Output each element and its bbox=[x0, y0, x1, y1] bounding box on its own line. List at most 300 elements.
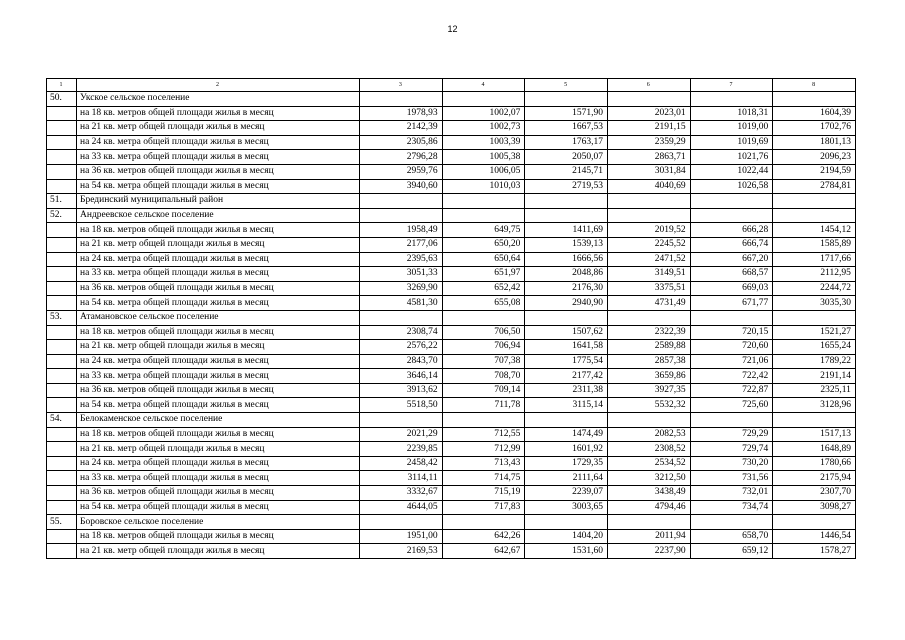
value-cell: 725,60 bbox=[690, 398, 773, 413]
value-cell: 1655,24 bbox=[773, 340, 856, 355]
row-label-cell: на 54 кв. метра общей площади жилья в месяц bbox=[77, 500, 360, 515]
value-cell: 2191,15 bbox=[607, 121, 690, 136]
row-number-cell: 54. bbox=[47, 413, 77, 428]
value-cell: 666,28 bbox=[690, 223, 773, 238]
value-cell: 1763,17 bbox=[525, 135, 608, 150]
table-row bbox=[47, 135, 856, 150]
value-cell bbox=[442, 92, 525, 107]
table-row-section bbox=[47, 310, 856, 325]
value-cell: 1951,00 bbox=[360, 529, 443, 544]
value-cell: 1978,93 bbox=[360, 106, 443, 121]
row-label-cell: Укское сельское поселение bbox=[77, 92, 360, 107]
column-number: 4 bbox=[442, 79, 525, 92]
value-cell: 2194,59 bbox=[773, 164, 856, 179]
row-number-cell bbox=[47, 121, 77, 136]
row-label-cell: на 33 кв. метра общей площади жилья в месяц bbox=[77, 471, 360, 486]
row-number-cell bbox=[47, 427, 77, 442]
value-cell: 2112,95 bbox=[773, 267, 856, 282]
value-cell: 642,67 bbox=[442, 544, 525, 559]
row-label-cell: Андреевское сельское поселение bbox=[77, 208, 360, 223]
value-cell: 2311,38 bbox=[525, 383, 608, 398]
row-label-cell: на 24 кв. метра общей площади жилья в месяц bbox=[77, 354, 360, 369]
value-cell: 1018,31 bbox=[690, 106, 773, 121]
value-cell: 720,60 bbox=[690, 340, 773, 355]
value-cell: 1539,13 bbox=[525, 237, 608, 252]
table-row bbox=[47, 427, 856, 442]
column-number: 6 bbox=[607, 79, 690, 92]
row-label-cell: на 36 кв. метров общей площади жилья в месяц bbox=[77, 486, 360, 501]
table-row bbox=[47, 325, 856, 340]
value-cell bbox=[690, 515, 773, 530]
table-row bbox=[47, 179, 856, 194]
value-cell: 1446,54 bbox=[773, 529, 856, 544]
value-cell: 1958,49 bbox=[360, 223, 443, 238]
table-row bbox=[47, 164, 856, 179]
value-cell: 722,42 bbox=[690, 369, 773, 384]
value-cell bbox=[773, 413, 856, 428]
value-cell: 715,19 bbox=[442, 486, 525, 501]
page-number: 12 bbox=[447, 24, 458, 34]
value-cell: 652,42 bbox=[442, 281, 525, 296]
row-number-cell bbox=[47, 150, 77, 165]
row-label-cell: на 36 кв. метров общей площади жилья в месяц bbox=[77, 383, 360, 398]
value-cell: 2307,70 bbox=[773, 486, 856, 501]
row-label-cell: на 54 кв. метра общей площади жилья в месяц bbox=[77, 179, 360, 194]
value-cell: 4644,05 bbox=[360, 500, 443, 515]
value-cell: 2863,71 bbox=[607, 150, 690, 165]
row-label-cell: на 21 кв. метр общей площади жилья в месяц bbox=[77, 442, 360, 457]
value-cell: 729,74 bbox=[690, 442, 773, 457]
value-cell: 1780,66 bbox=[773, 456, 856, 471]
row-label-cell: на 54 кв. метра общей площади жилья в месяц bbox=[77, 398, 360, 413]
value-cell: 2244,72 bbox=[773, 281, 856, 296]
row-label-cell: на 21 кв. метр общей площади жилья в месяц bbox=[77, 121, 360, 136]
value-cell: 1521,27 bbox=[773, 325, 856, 340]
row-number-cell bbox=[47, 442, 77, 457]
table-row bbox=[47, 442, 856, 457]
value-cell bbox=[607, 310, 690, 325]
row-number-cell bbox=[47, 325, 77, 340]
row-number-cell bbox=[47, 296, 77, 311]
table-row bbox=[47, 296, 856, 311]
value-cell: 3913,62 bbox=[360, 383, 443, 398]
value-cell: 4794,46 bbox=[607, 500, 690, 515]
row-number-cell bbox=[47, 223, 77, 238]
value-cell: 2021,29 bbox=[360, 427, 443, 442]
row-label-cell: на 18 кв. метров общей площади жилья в месяц bbox=[77, 325, 360, 340]
value-cell: 1601,92 bbox=[525, 442, 608, 457]
table-row bbox=[47, 500, 856, 515]
value-cell: 730,20 bbox=[690, 456, 773, 471]
value-cell bbox=[442, 413, 525, 428]
value-cell: 1474,49 bbox=[525, 427, 608, 442]
value-cell: 731,56 bbox=[690, 471, 773, 486]
value-cell bbox=[607, 92, 690, 107]
value-cell: 1507,62 bbox=[525, 325, 608, 340]
value-cell: 650,20 bbox=[442, 237, 525, 252]
value-cell: 655,08 bbox=[442, 296, 525, 311]
row-label-cell: Белокаменское сельское поселение bbox=[77, 413, 360, 428]
value-cell bbox=[525, 194, 608, 209]
value-cell: 651,97 bbox=[442, 267, 525, 282]
row-label-cell: на 36 кв. метров общей площади жилья в месяц bbox=[77, 281, 360, 296]
value-cell: 1454,12 bbox=[773, 223, 856, 238]
row-number-cell: 50. bbox=[47, 92, 77, 107]
value-cell: 3128,96 bbox=[773, 398, 856, 413]
value-cell bbox=[442, 208, 525, 223]
value-cell bbox=[607, 413, 690, 428]
value-cell: 2843,70 bbox=[360, 354, 443, 369]
value-cell: 1002,07 bbox=[442, 106, 525, 121]
row-label-cell: Боровское сельское поселение bbox=[77, 515, 360, 530]
value-cell: 1005,38 bbox=[442, 150, 525, 165]
row-label-cell: на 21 кв. метр общей площади жилья в месяц bbox=[77, 340, 360, 355]
table-row-section bbox=[47, 92, 856, 107]
value-cell: 1411,69 bbox=[525, 223, 608, 238]
value-cell bbox=[773, 208, 856, 223]
value-cell: 1789,22 bbox=[773, 354, 856, 369]
value-cell: 2239,85 bbox=[360, 442, 443, 457]
table-row bbox=[47, 486, 856, 501]
table-body bbox=[47, 79, 856, 559]
value-cell: 2175,94 bbox=[773, 471, 856, 486]
table-row-section bbox=[47, 413, 856, 428]
row-number-cell bbox=[47, 471, 77, 486]
value-cell: 1717,66 bbox=[773, 252, 856, 267]
row-label-cell: на 18 кв. метров общей площади жилья в месяц bbox=[77, 427, 360, 442]
table-row bbox=[47, 544, 856, 559]
column-number: 5 bbox=[525, 79, 608, 92]
value-cell: 2322,39 bbox=[607, 325, 690, 340]
row-number-cell bbox=[47, 237, 77, 252]
value-cell: 2096,23 bbox=[773, 150, 856, 165]
value-cell: 1019,69 bbox=[690, 135, 773, 150]
row-number-cell: 55. bbox=[47, 515, 77, 530]
value-cell: 2111,64 bbox=[525, 471, 608, 486]
value-cell: 3003,65 bbox=[525, 500, 608, 515]
value-cell: 712,55 bbox=[442, 427, 525, 442]
value-cell: 3659,86 bbox=[607, 369, 690, 384]
column-number: 2 bbox=[77, 79, 360, 92]
value-cell: 1702,76 bbox=[773, 121, 856, 136]
value-cell: 1002,73 bbox=[442, 121, 525, 136]
row-number-cell bbox=[47, 164, 77, 179]
table-row bbox=[47, 252, 856, 267]
value-cell: 649,75 bbox=[442, 223, 525, 238]
row-number-cell bbox=[47, 383, 77, 398]
value-cell: 714,75 bbox=[442, 471, 525, 486]
value-cell: 3115,14 bbox=[525, 398, 608, 413]
value-cell bbox=[525, 208, 608, 223]
row-label-cell: на 24 кв. метра общей площади жилья в месяц bbox=[77, 135, 360, 150]
value-cell: 1641,58 bbox=[525, 340, 608, 355]
value-cell: 1517,13 bbox=[773, 427, 856, 442]
value-cell bbox=[442, 310, 525, 325]
value-cell: 721,06 bbox=[690, 354, 773, 369]
value-cell: 2534,52 bbox=[607, 456, 690, 471]
value-cell: 2589,88 bbox=[607, 340, 690, 355]
value-cell: 2011,94 bbox=[607, 529, 690, 544]
value-cell bbox=[773, 194, 856, 209]
row-label-cell: на 21 кв. метр общей площади жилья в месяц bbox=[77, 544, 360, 559]
row-number-cell bbox=[47, 369, 77, 384]
table-row bbox=[47, 223, 856, 238]
table-row-section bbox=[47, 194, 856, 209]
row-number-cell bbox=[47, 486, 77, 501]
value-cell: 2458,42 bbox=[360, 456, 443, 471]
row-label-cell: на 18 кв. метров общей площади жилья в месяц bbox=[77, 106, 360, 121]
value-cell: 5532,32 bbox=[607, 398, 690, 413]
value-cell: 3940,60 bbox=[360, 179, 443, 194]
value-cell: 1022,44 bbox=[690, 164, 773, 179]
value-cell: 2239,07 bbox=[525, 486, 608, 501]
table-row bbox=[47, 106, 856, 121]
table-row bbox=[47, 150, 856, 165]
value-cell: 1571,90 bbox=[525, 106, 608, 121]
value-cell: 708,70 bbox=[442, 369, 525, 384]
value-cell: 3031,84 bbox=[607, 164, 690, 179]
value-cell: 720,15 bbox=[690, 325, 773, 340]
value-cell bbox=[360, 310, 443, 325]
row-label-cell: на 33 кв. метра общей площади жилья в месяц bbox=[77, 267, 360, 282]
value-cell bbox=[690, 92, 773, 107]
value-cell: 2359,29 bbox=[607, 135, 690, 150]
value-cell bbox=[525, 515, 608, 530]
row-number-cell bbox=[47, 135, 77, 150]
value-cell: 706,94 bbox=[442, 340, 525, 355]
value-cell bbox=[525, 310, 608, 325]
value-cell bbox=[607, 208, 690, 223]
row-label-cell: на 33 кв. метра общей площади жилья в месяц bbox=[77, 150, 360, 165]
value-cell bbox=[360, 515, 443, 530]
row-label-cell: на 33 кв. метра общей площади жилья в месяц bbox=[77, 369, 360, 384]
value-cell bbox=[360, 413, 443, 428]
value-cell: 2191,14 bbox=[773, 369, 856, 384]
value-cell: 713,43 bbox=[442, 456, 525, 471]
value-cell: 1010,03 bbox=[442, 179, 525, 194]
column-number: 8 bbox=[773, 79, 856, 92]
table-row bbox=[47, 456, 856, 471]
row-number-cell bbox=[47, 106, 77, 121]
value-cell: 1578,27 bbox=[773, 544, 856, 559]
value-cell bbox=[525, 413, 608, 428]
value-cell: 650,64 bbox=[442, 252, 525, 267]
value-cell: 2305,86 bbox=[360, 135, 443, 150]
value-cell: 1531,60 bbox=[525, 544, 608, 559]
value-cell: 3375,51 bbox=[607, 281, 690, 296]
value-cell: 2082,53 bbox=[607, 427, 690, 442]
table-row bbox=[47, 237, 856, 252]
column-number: 1 bbox=[47, 79, 77, 92]
value-cell: 1729,35 bbox=[525, 456, 608, 471]
value-cell: 642,26 bbox=[442, 529, 525, 544]
value-cell: 2237,90 bbox=[607, 544, 690, 559]
row-label-cell: Брединский муниципальный район bbox=[77, 194, 360, 209]
value-cell: 671,77 bbox=[690, 296, 773, 311]
value-cell: 2308,52 bbox=[607, 442, 690, 457]
table-row bbox=[47, 529, 856, 544]
tariff-table bbox=[46, 78, 856, 559]
value-cell: 3035,30 bbox=[773, 296, 856, 311]
value-cell: 2050,07 bbox=[525, 150, 608, 165]
row-number-cell bbox=[47, 281, 77, 296]
row-label-cell: на 36 кв. метров общей площади жилья в месяц bbox=[77, 164, 360, 179]
value-cell: 1801,13 bbox=[773, 135, 856, 150]
column-number: 3 bbox=[360, 79, 443, 92]
value-cell: 2176,30 bbox=[525, 281, 608, 296]
table-row bbox=[47, 354, 856, 369]
value-cell: 2177,42 bbox=[525, 369, 608, 384]
value-cell: 1021,76 bbox=[690, 150, 773, 165]
value-cell: 2940,90 bbox=[525, 296, 608, 311]
value-cell bbox=[773, 92, 856, 107]
value-cell: 1006,05 bbox=[442, 164, 525, 179]
table-row bbox=[47, 383, 856, 398]
value-cell: 3149,51 bbox=[607, 267, 690, 282]
row-number-cell bbox=[47, 398, 77, 413]
table-row-section bbox=[47, 208, 856, 223]
value-cell: 706,50 bbox=[442, 325, 525, 340]
value-cell: 711,78 bbox=[442, 398, 525, 413]
row-label-cell: на 24 кв. метра общей площади жилья в месяц bbox=[77, 456, 360, 471]
value-cell: 707,38 bbox=[442, 354, 525, 369]
column-number-row bbox=[47, 79, 856, 92]
row-number-cell bbox=[47, 267, 77, 282]
row-label-cell: на 18 кв. метров общей площади жилья в месяц bbox=[77, 529, 360, 544]
row-label-cell: на 21 кв. метр общей площади жилья в месяц bbox=[77, 237, 360, 252]
table-row bbox=[47, 471, 856, 486]
value-cell: 658,70 bbox=[690, 529, 773, 544]
value-cell: 2048,86 bbox=[525, 267, 608, 282]
row-label-cell: на 18 кв. метров общей площади жилья в месяц bbox=[77, 223, 360, 238]
row-number-cell bbox=[47, 500, 77, 515]
value-cell: 3927,35 bbox=[607, 383, 690, 398]
row-number-cell: 52. bbox=[47, 208, 77, 223]
value-cell: 3114,11 bbox=[360, 471, 443, 486]
value-cell: 2959,76 bbox=[360, 164, 443, 179]
value-cell: 3051,33 bbox=[360, 267, 443, 282]
value-cell: 2325,11 bbox=[773, 383, 856, 398]
column-number: 7 bbox=[690, 79, 773, 92]
value-cell bbox=[690, 194, 773, 209]
value-cell bbox=[360, 208, 443, 223]
value-cell bbox=[690, 208, 773, 223]
value-cell: 1648,89 bbox=[773, 442, 856, 457]
value-cell: 2019,52 bbox=[607, 223, 690, 238]
value-cell: 3098,27 bbox=[773, 500, 856, 515]
value-cell: 722,87 bbox=[690, 383, 773, 398]
value-cell: 2177,06 bbox=[360, 237, 443, 252]
value-cell: 1667,53 bbox=[525, 121, 608, 136]
row-number-cell: 53. bbox=[47, 310, 77, 325]
value-cell: 4731,49 bbox=[607, 296, 690, 311]
value-cell: 1604,39 bbox=[773, 106, 856, 121]
value-cell bbox=[360, 92, 443, 107]
value-cell: 5518,50 bbox=[360, 398, 443, 413]
value-cell: 4040,69 bbox=[607, 179, 690, 194]
value-cell: 1003,39 bbox=[442, 135, 525, 150]
value-cell: 3212,50 bbox=[607, 471, 690, 486]
row-label-cell: на 54 кв. метра общей площади жилья в месяц bbox=[77, 296, 360, 311]
value-cell bbox=[442, 515, 525, 530]
value-cell: 3646,14 bbox=[360, 369, 443, 384]
value-cell bbox=[773, 310, 856, 325]
row-number-cell bbox=[47, 179, 77, 194]
table-row-section bbox=[47, 515, 856, 530]
value-cell: 666,74 bbox=[690, 237, 773, 252]
value-cell: 667,20 bbox=[690, 252, 773, 267]
row-number-cell: 51. bbox=[47, 194, 77, 209]
value-cell: 1026,58 bbox=[690, 179, 773, 194]
value-cell: 2145,71 bbox=[525, 164, 608, 179]
value-cell: 3438,49 bbox=[607, 486, 690, 501]
value-cell: 2142,39 bbox=[360, 121, 443, 136]
value-cell bbox=[607, 515, 690, 530]
value-cell: 669,03 bbox=[690, 281, 773, 296]
value-cell: 2796,28 bbox=[360, 150, 443, 165]
value-cell: 1404,20 bbox=[525, 529, 608, 544]
value-cell: 2719,53 bbox=[525, 179, 608, 194]
value-cell: 1585,89 bbox=[773, 237, 856, 252]
row-number-cell bbox=[47, 456, 77, 471]
row-label-cell: на 24 кв. метра общей площади жилья в месяц bbox=[77, 252, 360, 267]
table-row bbox=[47, 398, 856, 413]
row-number-cell bbox=[47, 529, 77, 544]
row-number-cell bbox=[47, 340, 77, 355]
value-cell bbox=[360, 194, 443, 209]
value-cell: 709,14 bbox=[442, 383, 525, 398]
value-cell bbox=[525, 92, 608, 107]
value-cell: 2857,38 bbox=[607, 354, 690, 369]
value-cell: 2471,52 bbox=[607, 252, 690, 267]
row-number-cell bbox=[47, 252, 77, 267]
value-cell: 2784,81 bbox=[773, 179, 856, 194]
value-cell: 1666,56 bbox=[525, 252, 608, 267]
value-cell: 2576,22 bbox=[360, 340, 443, 355]
value-cell: 3269,90 bbox=[360, 281, 443, 296]
value-cell: 3332,67 bbox=[360, 486, 443, 501]
value-cell: 659,12 bbox=[690, 544, 773, 559]
value-cell: 2023,01 bbox=[607, 106, 690, 121]
table-row bbox=[47, 281, 856, 296]
row-number-cell bbox=[47, 354, 77, 369]
table-row bbox=[47, 267, 856, 282]
value-cell bbox=[690, 310, 773, 325]
value-cell: 2169,53 bbox=[360, 544, 443, 559]
row-number-cell bbox=[47, 544, 77, 559]
value-cell: 729,29 bbox=[690, 427, 773, 442]
value-cell: 717,83 bbox=[442, 500, 525, 515]
value-cell: 668,57 bbox=[690, 267, 773, 282]
table-row bbox=[47, 340, 856, 355]
value-cell: 2308,74 bbox=[360, 325, 443, 340]
value-cell: 732,01 bbox=[690, 486, 773, 501]
value-cell bbox=[442, 194, 525, 209]
value-cell: 1775,54 bbox=[525, 354, 608, 369]
value-cell: 2395,63 bbox=[360, 252, 443, 267]
table-row bbox=[47, 121, 856, 136]
value-cell: 2245,52 bbox=[607, 237, 690, 252]
value-cell bbox=[607, 194, 690, 209]
value-cell: 734,74 bbox=[690, 500, 773, 515]
value-cell bbox=[690, 413, 773, 428]
value-cell: 4581,30 bbox=[360, 296, 443, 311]
table-row bbox=[47, 369, 856, 384]
row-label-cell: Атамановское сельское поселение bbox=[77, 310, 360, 325]
value-cell: 1019,00 bbox=[690, 121, 773, 136]
value-cell: 712,99 bbox=[442, 442, 525, 457]
value-cell bbox=[773, 515, 856, 530]
